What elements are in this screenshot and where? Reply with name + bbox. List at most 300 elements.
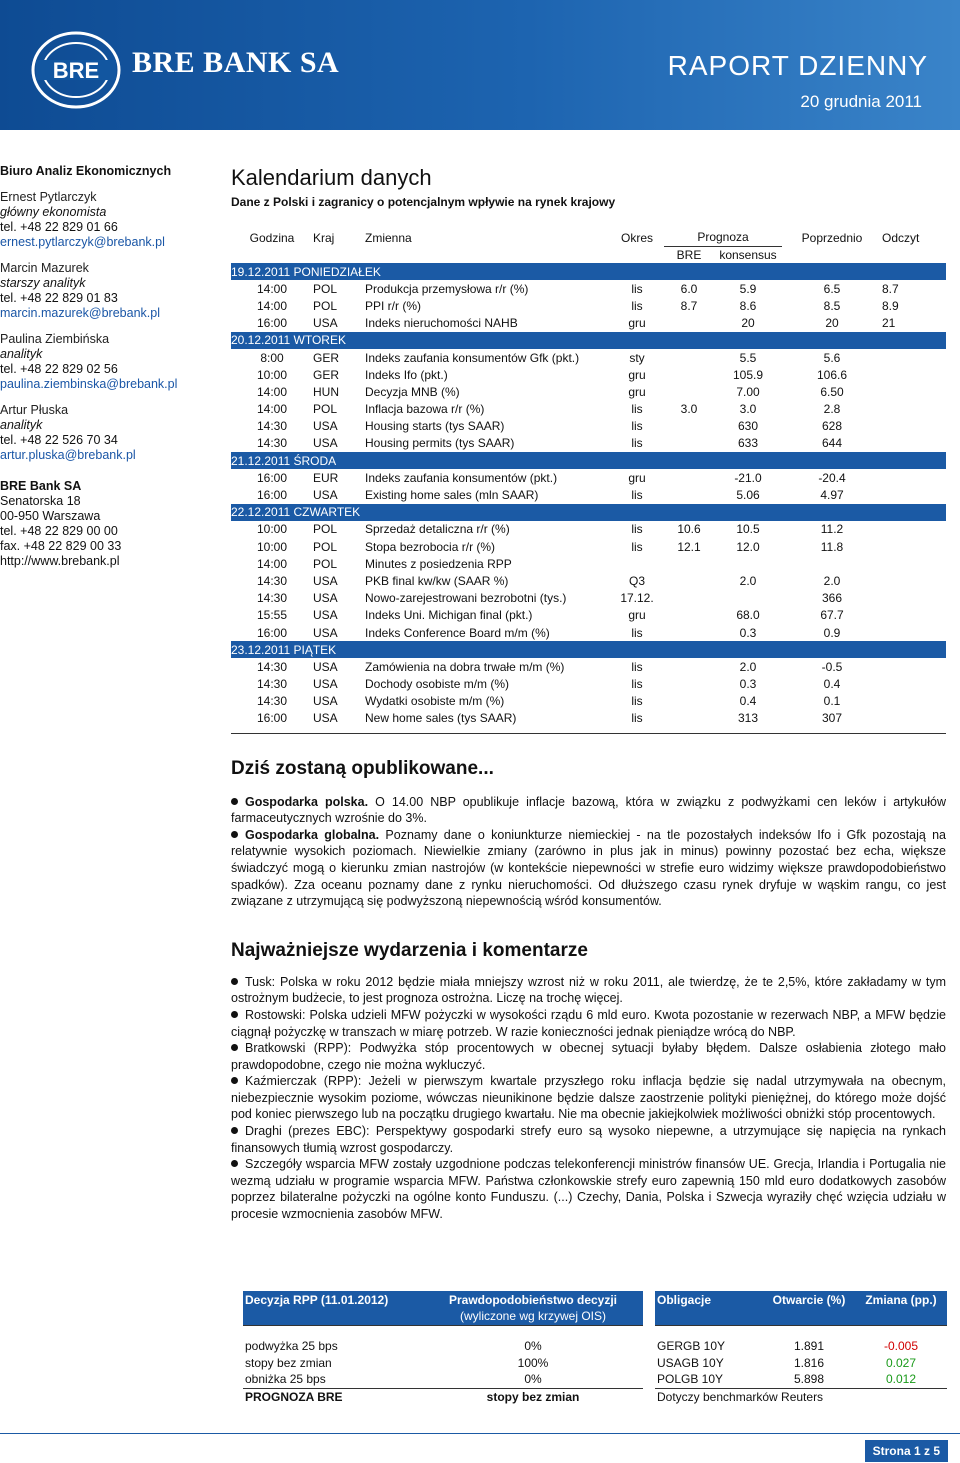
col-header-forecast: Prognoza [664,229,782,246]
col-header-period: Okres [620,230,653,245]
cell-time: 14:00 [256,298,288,313]
rpp-decision-table [243,1291,643,1405]
bonds-table [655,1291,947,1405]
cell-consensus: 633 [737,436,759,451]
cell-variable: Zamówienia na dobra trwałe m/m (%) [365,659,565,674]
item-text: Draghi (prezes EBC): Perspektywy gospodarki strefy euro są wysoko niepewne, a utrzymujące się napięcia na rynkach finansowych tłumią wzrost gospodarczy. [231,1124,946,1155]
cell-period: lis [631,677,643,692]
cell-variable: Indeks nieruchomości NAHB [365,316,518,331]
cell-consensus: 0.3 [739,677,757,692]
report-date: 20 grudnia 2011 [800,92,922,111]
cell-country: GER [313,367,340,382]
cell-period: gru [628,384,646,399]
col-header-time: Godzina [249,230,295,245]
cell-period: lis [631,488,643,503]
bullet-icon [231,1044,238,1051]
contact-role: analityk [0,347,43,361]
cell-time: 14:00 [256,402,288,417]
table-row [231,658,946,675]
cell-variable: Wydatki osobiste m/m (%) [365,694,505,709]
cell-country: HUN [313,384,339,399]
list-item [231,827,946,910]
cell-country: USA [313,659,338,674]
cell-variable: Existing home sales (mln SAAR) [365,488,539,503]
cell-period: lis [631,539,643,554]
bullet-icon [231,798,238,805]
cell-period: lis [631,436,643,451]
contact-email-link[interactable]: ernest.pytlarczyk@brebank.pl [0,235,165,249]
cell-consensus: 5.06 [736,488,760,503]
data-calendar-table [231,229,946,734]
cell-country: USA [313,419,338,434]
table-row [231,693,946,710]
cell-previous: -0.5 [821,659,843,674]
cell-period: lis [631,625,643,640]
table-row [231,469,946,486]
rpp-option: stopy bez zmian [245,1355,332,1370]
table-row [231,383,946,400]
cell-bre-forecast [664,435,714,452]
cell-consensus: 2.0 [739,573,757,588]
cell-previous: 11.2 [820,522,844,537]
cell-previous: 5.6 [823,350,841,365]
list-item [231,794,946,827]
bonds-header-open: Otwarcie (%) [763,1291,855,1308]
cell-variable: Nowo-zarejestrowani bezrobotni (tys.) [365,591,567,606]
cell-previous: 67.7 [820,608,844,623]
cell-bre-forecast: 3.0 [680,402,698,417]
rpp-forecast-value: stopy bez zmian [423,1388,643,1405]
cell-time: 16:00 [256,488,288,503]
cell-actual [882,469,946,486]
cell-previous: 11.8 [820,539,844,554]
cell-variable: Indeks Ifo (pkt.) [365,367,448,382]
day-label: 20.12.2011 WTOREK [231,332,946,349]
contact-email-link[interactable]: marcin.mazurek@brebank.pl [0,306,160,320]
cell-period: 17.12. [620,591,654,606]
cell-period: gru [628,470,646,485]
today-section [231,758,946,910]
brand-name: BRE BANK SA [132,46,340,79]
report-header [0,0,960,130]
cell-previous: 2.8 [823,402,841,417]
list-item [231,1123,946,1156]
cell-actual [882,590,946,607]
bond-change: 0.027 [885,1355,917,1370]
contact-name: Marcin Mazurek [0,261,89,275]
cell-period: gru [628,608,646,623]
list-item [231,974,946,1007]
cell-bre-forecast [664,486,714,503]
cell-period: lis [631,402,643,417]
cell-period: gru [628,367,646,382]
cell-actual [882,624,946,641]
rpp-header-probability-note: (wyliczone wg krzywej OIS) [423,1308,643,1325]
cell-consensus: 8.6 [739,298,757,313]
cell-variable: Produkcja przemysłowa r/r (%) [365,281,529,296]
cell-previous: 0.4 [823,677,841,692]
cell-country: POL [313,556,338,571]
cell-consensus: 0.3 [739,625,757,640]
cell-time: 16:00 [256,625,288,640]
item-text: Kaźmierczak (RPP): Jeżeli w pierwszym kwartale przyszłego roku inflacja będzie się nadal utrzymywała na obecnym, niebezpiecznie wysokim poziome, wówczas nieunikinone będzie dalsze zaostrzenie polityki pieniężnej, do którego może dojść pod koniec pierwszego lub na początku drugiego kwartału. Nie ma obecnie jakiejkolwiek możliwości obniżki stóp procentowych. [231,1074,946,1122]
cell-country: USA [313,591,338,606]
cell-previous: 628 [821,419,843,434]
table-header-row [243,1291,643,1308]
contact-phone: tel. +48 22 829 02 56 [0,362,118,376]
table-row [231,435,946,452]
bond-change: -0.005 [883,1338,919,1353]
table-row [231,590,946,607]
cell-previous [782,555,882,572]
cell-consensus: 2.0 [739,659,757,674]
contact-phone: tel. +48 22 829 01 66 [0,220,118,234]
cell-variable: Dochody osobiste m/m (%) [365,677,510,692]
cell-bre-forecast [664,418,714,435]
cell-variable: Indeks Uni. Michigan final (pkt.) [365,608,533,623]
cell-actual [882,538,946,555]
cell-previous: 2.0 [823,573,841,588]
table-row [231,349,946,366]
cell-consensus: 12.0 [736,539,760,554]
contact-card [0,403,215,463]
cell-country: USA [313,711,338,726]
contact-role: starszy analityk [0,276,86,290]
cell-time: 14:30 [256,659,288,674]
today-list [231,794,946,910]
cell-consensus: 7.00 [736,384,760,399]
cell-country: POL [313,402,338,417]
cell-period: lis [631,522,643,537]
cell-bre-forecast: 8.7 [680,298,698,313]
table-row [231,607,946,624]
cell-previous: 6.50 [820,384,844,399]
table-row [243,1371,643,1388]
page-number: Strona 1 z 5 [865,1440,948,1462]
cell-country: POL [313,539,338,554]
cell-period: lis [631,281,643,296]
contact-name: Paulina Ziembińska [0,332,110,346]
list-item [231,1040,946,1073]
item-text: Rostowski: Polska udzieli MFW pożyczki w wysokości rządu 6 mld euro. Kwota pozostanie w rezerwach NBP, a MFW będzie ciągnął pożyczkę w transzach w miarę potrzeb. W razie konieczności jednak pieniądze wrócą do NBP. [231,1007,946,1039]
day-header-row [231,452,946,469]
table-row [231,315,946,332]
cell-bre-forecast [664,624,714,641]
day-header-row [231,641,946,658]
cell-bre-forecast [664,658,714,675]
bonds-header-change: Zmiana (pp.) [855,1291,947,1308]
table-row [231,710,946,727]
cell-consensus: 20 [741,316,755,331]
cell-variable: Inflacja bazowa r/r (%) [365,402,485,417]
cell-country: USA [313,608,338,623]
cell-variable: Indeks zaufania konsumentów Gfk (pkt.) [365,350,580,365]
contact-role: główny ekonomista [0,205,107,219]
bonds-header-name: Obligacje [655,1291,763,1308]
bond-name: GERGB 10Y [657,1338,726,1353]
table-row [231,486,946,503]
col-header-variable: Zmienna [365,230,412,245]
table-row [231,676,946,693]
cell-period [610,555,664,572]
bank-name: BRE Bank SA [0,479,82,493]
item-text: Poznamy dane o koniunkturze niemieckiej - na tle pozostałych indeksów Ifo i Gfk pozostają na relatywnie wysokich poziomach. Niewielkie zmiany (zarówno in plus jak in minus) powinny pozostać bez echa, większe świadczyć mogą o kierunku zmian nastrojów (w kontekście niepewności w strefie euro widzimy większe prawdopodobieństwo spadków). Zza oceanu poznamy dane z rynku nieruchomości. Od dłuższego czasu rynek dryfuje w wąskim rangu, co jest związane z utrzymującą się podwyższoną niepewnością wśród konsumentów. [231,827,946,909]
cell-bre-forecast [664,555,714,572]
list-item [231,1073,946,1123]
rpp-header-probability: Prawdopodobieństwo decyzji [423,1291,643,1308]
cell-previous: 4.97 [820,488,844,503]
cell-actual [882,418,946,435]
cell-period: lis [631,659,643,674]
bond-name: USAGB 10Y [657,1355,724,1370]
cell-country: USA [313,625,338,640]
cell-actual [882,607,946,624]
bond-open: 1.891 [793,1338,825,1353]
cell-consensus: 313 [737,711,759,726]
day-label: 23.12.2011 PIĄTEK [231,641,946,658]
contact-phone: tel. +48 22 526 70 34 [0,433,118,447]
table-header-row [231,229,946,246]
col-header-consensus: konsensus [719,247,777,262]
cell-actual: 8.7 [882,281,899,296]
events-title: Najważniejsze wydarzenia i komentarze [231,939,588,961]
cell-country: USA [313,573,338,588]
table-row [231,555,946,572]
cell-period: gru [628,316,646,331]
cell-actual [882,401,946,418]
sidebar-title: Biuro Analiz Ekonomicznych [0,164,172,178]
today-title: Dziś zostaną opublikowane... [231,757,494,779]
cell-bre-forecast: 6.0 [680,281,698,296]
item-lead: Gospodarka polska. [245,794,369,809]
calendar-title: Kalendarium danych [231,165,432,190]
bullet-icon [231,1077,238,1084]
cell-actual [882,349,946,366]
bond-open: 1.816 [793,1355,825,1370]
cell-actual [882,486,946,503]
cell-country: USA [313,694,338,709]
cell-actual [882,693,946,710]
cell-time: 14:30 [256,419,288,434]
cell-variable: PPI r/r (%) [365,298,421,313]
bullet-icon [231,978,238,985]
day-header-row [231,263,946,280]
cell-actual [882,383,946,400]
col-header-previous: Poprzednio [801,230,863,245]
rpp-probability: 0% [524,1338,542,1353]
cell-time: 10:00 [256,367,288,382]
cell-bre-forecast [664,349,714,366]
cell-previous: 0.9 [823,625,841,640]
cell-actual [882,555,946,572]
table-row [243,1388,643,1405]
contact-name: Artur Płuska [0,403,69,417]
cell-country: USA [313,677,338,692]
col-header-bre: BRE [676,247,702,262]
cell-actual [882,710,946,727]
bonds-note: Dotyczy benchmarków Reuters [655,1388,947,1405]
rpp-forecast-label: PROGNOZA BRE [243,1388,423,1405]
table-row [231,401,946,418]
cell-previous: 644 [821,436,843,451]
cell-previous: 366 [821,591,843,606]
table-row [231,366,946,383]
table-subheader-row [231,246,946,263]
cell-previous: 8.5 [823,298,841,313]
cell-time: 16:00 [256,316,288,331]
cell-country: POL [313,298,338,313]
bullet-icon [231,1127,238,1134]
contact-card [0,190,215,250]
table-row [231,572,946,589]
cell-time: 14:00 [256,281,288,296]
cell-period: Q3 [628,573,645,588]
table-row [655,1337,947,1354]
cell-previous: -20.4 [818,470,846,485]
cell-actual [882,435,946,452]
day-label: 22.12.2011 CZWARTEK [231,504,946,521]
cell-actual: 8.9 [882,298,899,313]
table-row [655,1354,947,1371]
rpp-header-decision: Decyzja RPP (11.01.2012) [243,1291,423,1308]
table-row [231,297,946,314]
cell-actual [882,366,946,383]
cell-country: USA [313,488,338,503]
rpp-probability: 0% [524,1372,542,1387]
cell-period: lis [631,298,643,313]
bre-logo-icon [30,30,122,110]
cell-bre-forecast [664,572,714,589]
col-header-country: Kraj [313,230,335,245]
cell-consensus: 5.9 [739,281,757,296]
page-footer [0,1433,960,1463]
cell-bre-forecast [664,590,714,607]
rpp-option: podwyżka 25 bps [245,1338,338,1353]
calendar-subtitle: Dane z Polski i zagranicy o potencjalnym wpływie na rynek krajowy [231,195,616,209]
cell-actual [882,521,946,538]
bank-phone: tel. +48 22 829 00 00 [0,524,118,538]
table-row [243,1354,643,1371]
cell-actual [882,676,946,693]
contact-phone: tel. +48 22 829 01 83 [0,291,118,305]
bank-website-link[interactable]: http://www.brebank.pl [0,554,120,568]
table-row [243,1337,643,1354]
cell-previous: 106.6 [816,367,848,382]
cell-consensus: 10.5 [736,522,760,537]
table-row [655,1388,947,1405]
list-item [231,1007,946,1040]
bullet-icon [231,1011,238,1018]
cell-country: EUR [313,470,339,485]
contact-name: Ernest Pytlarczyk [0,190,97,204]
cell-variable: Sprzedaż detaliczna r/r (%) [365,522,510,537]
events-list [231,974,946,1223]
col-header-actual: Odczyt [882,230,920,245]
cell-variable: Indeks Conference Board m/m (%) [365,625,550,640]
cell-bre-forecast [664,676,714,693]
rpp-option: obniżka 25 bps [245,1372,326,1387]
cell-actual [882,658,946,675]
bank-city: 00-950 Warszawa [0,509,101,523]
cell-time: 14:30 [256,677,288,692]
cell-consensus: 3.0 [739,402,757,417]
cell-consensus: 68.0 [736,608,760,623]
bullet-icon [231,1160,238,1167]
table-row [655,1371,947,1388]
cell-consensus: 0.4 [739,694,757,709]
cell-previous: 0.1 [823,694,841,709]
contact-card [0,332,215,392]
cell-period: lis [631,694,643,709]
cell-time: 14:30 [256,436,288,451]
cell-country: USA [313,436,338,451]
item-text: O 14.00 NBP opublikuje inflacje bazową, która w związku z podwyżkami cen leków i artykułów farmaceutycznych wzrośnie do 3%. [231,794,946,826]
events-section [231,940,946,1223]
cell-previous: 6.5 [823,281,841,296]
list-item [231,1156,946,1222]
table-row [231,538,946,555]
cell-country: USA [313,316,338,331]
cell-bre-forecast [664,315,714,332]
bank-fax: fax. +48 22 829 00 33 [0,539,122,553]
cell-time: 15:55 [256,608,288,623]
cell-previous: 307 [821,711,843,726]
cell-consensus: 5.5 [739,350,757,365]
item-text: Tusk: Polska w roku 2012 będzie miała mniejszy wzrost niż w roku 2011, ale twierdzę, że te 2,5%, które zakładamy w tym ostrożnym budżecie, to jest prognoza ostrożna. Liczę na trochę więcej. [231,974,946,1006]
contact-email-link[interactable]: artur.pluska@brebank.pl [0,448,136,462]
day-label: 19.12.2011 PONIEDZIAŁEK [231,263,946,280]
cell-variable: Housing permits (tys SAAR) [365,436,515,451]
svg-text:BRE: BRE [52,58,100,83]
cell-country: POL [313,522,338,537]
cell-bre-forecast [664,710,714,727]
cell-time: 14:30 [256,591,288,606]
cell-consensus: 630 [737,419,759,434]
cell-time: 10:00 [256,539,288,554]
report-title: RAPORT DZIENNY [667,50,928,81]
rpp-probability: 100% [517,1355,549,1370]
cell-bre-forecast: 12.1 [677,539,701,554]
cell-variable: Minutes z posiedzenia RPP [365,556,512,571]
cell-variable: New home sales (tys SAAR) [365,711,517,726]
contact-email-link[interactable]: paulina.ziembinska@brebank.pl [0,377,178,391]
cell-bre-forecast [664,469,714,486]
cell-country: GER [313,350,340,365]
cell-bre-forecast: 10.6 [677,522,701,537]
cell-actual: 21 [882,316,896,331]
cell-consensus: 105.9 [732,367,764,382]
cell-time: 10:00 [256,522,288,537]
cell-period: lis [631,711,643,726]
bank-street: Senatorska 18 [0,494,81,508]
cell-variable: Stopa bezrobocia r/r (%) [365,539,496,554]
bond-change: 0.012 [885,1372,917,1387]
cell-actual [882,572,946,589]
cell-time: 14:30 [256,694,288,709]
cell-bre-forecast [664,607,714,624]
cell-bre-forecast [664,383,714,400]
bank-address [0,479,215,569]
day-header-row [231,332,946,349]
bond-open: 5.898 [793,1372,825,1387]
contact-card [0,261,215,321]
item-lead: Gospodarka globalna. [245,827,380,842]
day-header-row [231,504,946,521]
cell-time: 16:00 [256,470,288,485]
cell-variable: PKB final kw/kw (SAAR %) [365,573,509,588]
bond-name: POLGB 10Y [657,1372,724,1387]
cell-period: sty [629,350,645,365]
